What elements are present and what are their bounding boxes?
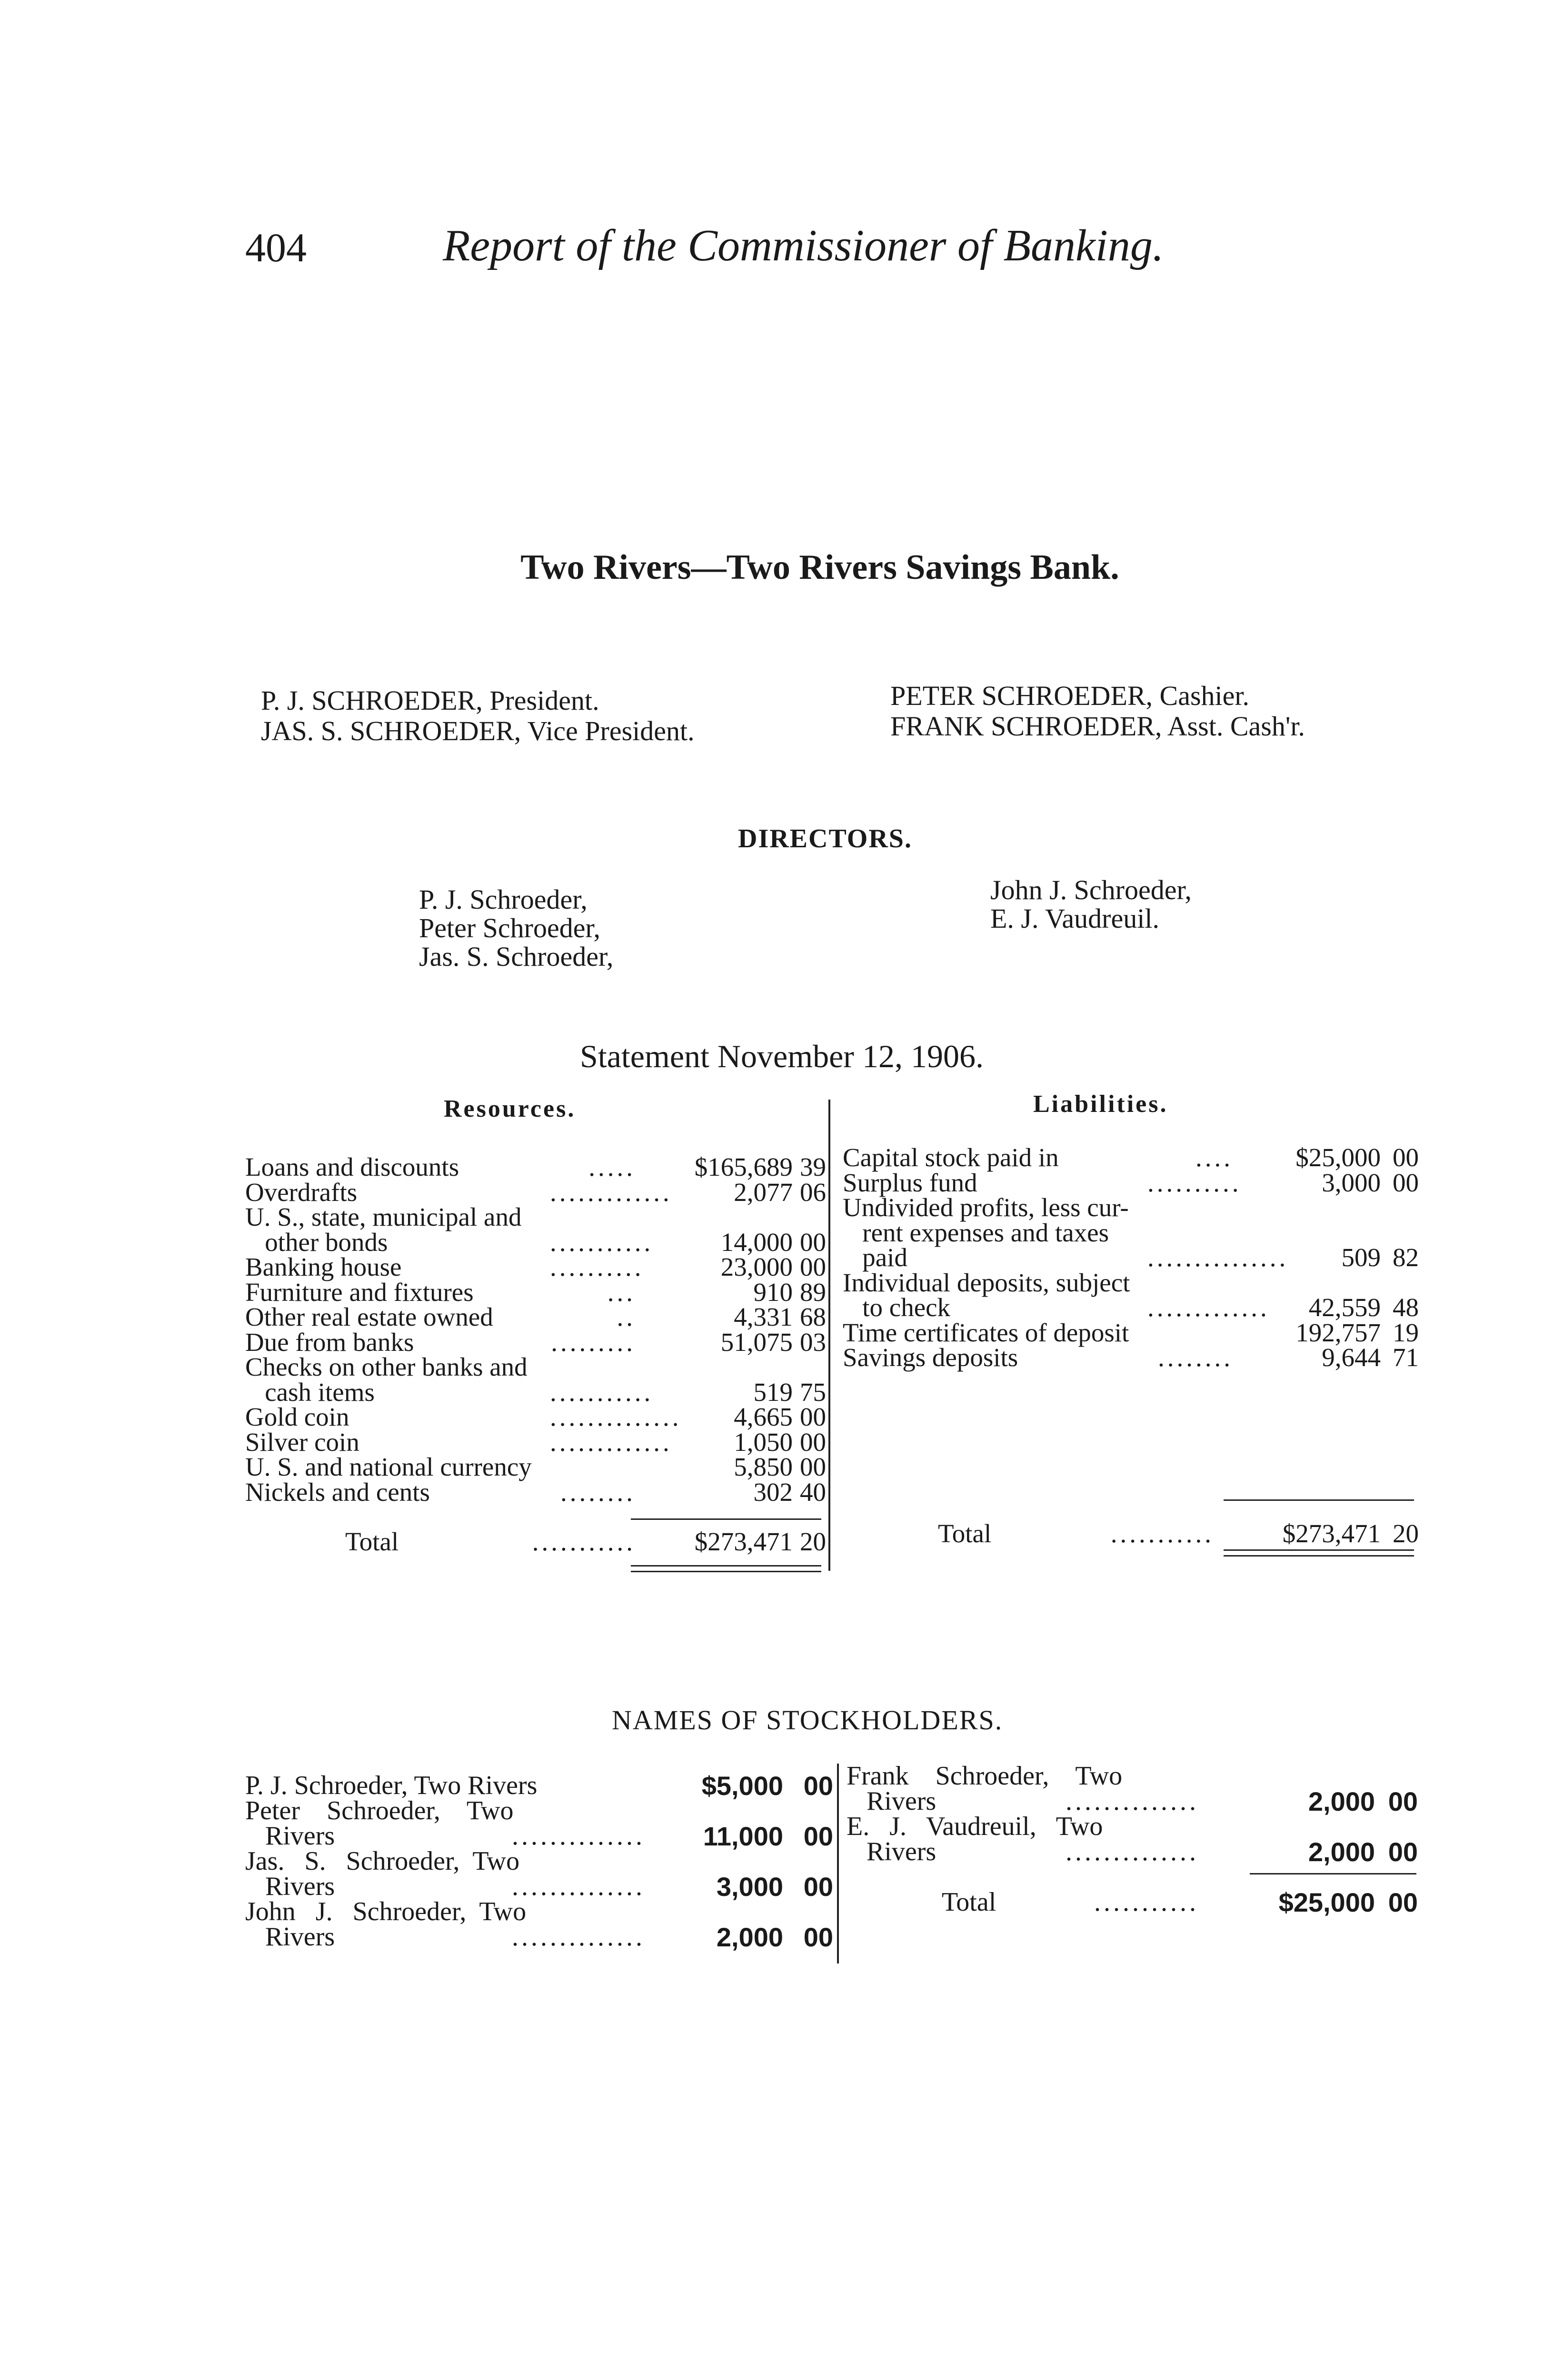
ledger-row — [843, 1220, 1419, 1245]
cents-amount: 20 — [1393, 1519, 1419, 1548]
row-label: Surplus fund — [843, 1168, 977, 1197]
ledger-row — [843, 1521, 1419, 1546]
row-label: paid — [843, 1243, 907, 1272]
director-name: E. J. Vaudreuil. — [990, 903, 1159, 934]
dollar-amount: 509 — [1341, 1243, 1381, 1272]
cents-amount: 48 — [1393, 1293, 1419, 1322]
leader-dots: .... — [1195, 1143, 1233, 1172]
row-label: U. S., state, municipal and — [245, 1202, 522, 1231]
ledger-row — [245, 1304, 826, 1329]
stockholders-heading: NAMES OF STOCKHOLDERS. — [612, 1705, 1003, 1735]
row-label: Rivers — [245, 1872, 335, 1901]
bank-title: Two Rivers—Two Rivers Savings Bank. — [520, 548, 1119, 587]
officer-president: P. J. SCHROEDER, President. — [261, 685, 599, 716]
row-label: Peter Schroeder, Two — [245, 1796, 514, 1825]
dollar-amount: 192,757 — [1295, 1318, 1381, 1347]
dollar-amount: 2,000 — [1308, 1837, 1375, 1867]
row-label: Frank Schroeder, Two — [847, 1761, 1123, 1791]
director-name: Peter Schroeder, — [419, 912, 600, 943]
dollar-amount: 11,000 — [703, 1821, 783, 1851]
leader-dots: ... — [607, 1277, 636, 1307]
cents-amount: 19 — [1393, 1318, 1419, 1347]
row-label: U. S. and national currency — [245, 1452, 532, 1481]
leader-dots: ..... — [588, 1152, 636, 1181]
dollar-amount: 2,077 — [734, 1177, 793, 1207]
leader-dots: .. — [617, 1302, 636, 1331]
dollar-amount: 302 — [753, 1477, 793, 1507]
row-label: Rivers — [245, 1821, 335, 1851]
liabilities-heading: Liabilities. — [1033, 1091, 1168, 1118]
dollar-amount: 4,331 — [734, 1302, 793, 1331]
ledger-row — [847, 1786, 1418, 1816]
cents-amount: 71 — [1393, 1343, 1419, 1372]
ledger-row — [245, 1429, 826, 1455]
directors-heading: DIRECTORS. — [738, 824, 912, 853]
leader-dots: ............. — [1147, 1293, 1270, 1322]
leader-dots: ......... — [551, 1327, 636, 1357]
dollar-amount: 5,850 — [734, 1452, 793, 1481]
liabilities-total-double-rule — [1224, 1555, 1414, 1557]
ledger-row — [245, 1279, 826, 1305]
leader-dots: .............. — [512, 1821, 645, 1851]
leader-dots: .............. — [512, 1872, 645, 1901]
leader-dots: ........... — [550, 1377, 654, 1407]
ledger-row — [843, 1170, 1419, 1195]
cents-amount: 00 — [803, 1771, 833, 1801]
dollar-amount: 2,000 — [716, 1922, 783, 1952]
row-label: Total — [938, 1519, 992, 1548]
dollar-amount: 9,644 — [1322, 1343, 1381, 1372]
director-name: John J. Schroeder, — [990, 874, 1192, 905]
stockholders-total-rule — [1250, 1873, 1416, 1874]
row-label: Loans and discounts — [245, 1152, 459, 1181]
leader-dots: .............. — [1066, 1837, 1199, 1866]
statement-title: Statement November 12, 1906. — [580, 1038, 984, 1074]
row-label: Gold coin — [245, 1402, 349, 1431]
cents-amount: 00 — [1388, 1887, 1418, 1917]
ledger-row — [843, 1345, 1419, 1370]
ledger-row — [245, 1846, 833, 1876]
directors-left — [419, 885, 613, 971]
cents-amount: 00 — [1388, 1786, 1418, 1816]
ledger-row — [245, 1204, 826, 1230]
cents-amount: 82 — [1393, 1243, 1419, 1272]
dollar-amount: 2,000 — [1308, 1786, 1375, 1816]
row-label: E. J. Vaudreuil, Two — [847, 1812, 1103, 1841]
row-label: Banking house — [245, 1252, 402, 1281]
cents-amount: 00 — [800, 1452, 826, 1481]
cents-amount: 00 — [1393, 1168, 1419, 1197]
directors-right — [990, 876, 1192, 933]
running-title: Report of the Commissioner of Banking. — [443, 221, 1164, 270]
row-label: Total — [942, 1887, 996, 1917]
cents-amount: 06 — [800, 1177, 826, 1207]
officer-asst-cashier: FRANK SCHROEDER, Asst. Cash'r. — [890, 711, 1305, 742]
ledger-row — [245, 1872, 833, 1902]
dollar-amount: 519 — [753, 1377, 793, 1407]
cents-amount: 00 — [1388, 1837, 1418, 1867]
dollar-amount: 14,000 — [720, 1227, 793, 1257]
leader-dots: .............. — [550, 1402, 682, 1431]
row-label: Total — [345, 1527, 399, 1556]
cents-amount: 00 — [800, 1227, 826, 1257]
ledger-row — [245, 1379, 826, 1405]
ledger-row — [843, 1145, 1419, 1170]
ledger-row — [245, 1529, 826, 1554]
ledger-row — [843, 1320, 1419, 1345]
ledger-row — [847, 1814, 1418, 1839]
ledger-row — [245, 1329, 826, 1355]
row-label: Savings deposits — [843, 1343, 1018, 1372]
row-label: Silver coin — [245, 1427, 359, 1457]
ledger-row — [245, 1227, 826, 1257]
leader-dots: ........... — [532, 1527, 636, 1556]
dollar-amount: 4,665 — [734, 1402, 793, 1431]
ledger-row — [245, 1354, 826, 1379]
liabilities-total-rule — [1224, 1499, 1414, 1501]
ledger-row — [245, 1821, 833, 1851]
cents-amount: 00 — [1393, 1143, 1419, 1172]
dollar-amount: $25,000 — [1295, 1143, 1381, 1172]
row-label: cash items — [245, 1377, 375, 1407]
row-label: rent expenses and taxes — [843, 1218, 1109, 1247]
dollar-amount: 23,000 — [720, 1252, 793, 1281]
dollar-amount: 1,050 — [734, 1427, 793, 1457]
dollar-amount: $165,689 — [694, 1152, 793, 1181]
row-label: Other real estate owned — [245, 1302, 493, 1331]
officers-left — [261, 685, 695, 746]
ledger-row — [245, 1404, 826, 1429]
cents-amount: 00 — [800, 1427, 826, 1457]
dollar-amount: $273,471 — [1282, 1519, 1381, 1548]
ledger-row — [843, 1295, 1419, 1320]
row-label: Checks on other banks and — [245, 1352, 528, 1381]
cents-amount: 68 — [800, 1302, 826, 1331]
resources-heading: Resources. — [444, 1095, 576, 1122]
page-number: 404 — [245, 225, 307, 270]
dollar-amount: $5,000 — [701, 1771, 783, 1801]
dollar-amount: 910 — [753, 1277, 793, 1307]
leader-dots: .......... — [550, 1252, 644, 1281]
row-label: P. J. Schroeder, Two Rivers — [245, 1771, 538, 1800]
ledger-row — [847, 1837, 1418, 1867]
ledger-row — [245, 1899, 833, 1924]
ledger-row — [245, 1254, 826, 1279]
ledger-row — [843, 1195, 1419, 1220]
leader-dots: ........... — [550, 1227, 654, 1257]
ledger-row — [245, 1177, 826, 1207]
liabilities-total-double-rule — [1224, 1549, 1414, 1551]
leader-dots: ........... — [1094, 1887, 1199, 1917]
ledger-row — [245, 1454, 826, 1479]
leader-dots: ............. — [550, 1177, 672, 1207]
cents-amount: 39 — [800, 1152, 826, 1181]
dollar-amount: 3,000 — [1322, 1168, 1381, 1197]
officer-cashier: PETER SCHROEDER, Cashier. — [890, 680, 1250, 711]
officer-vice-president: JAS. S. SCHROEDER, Vice President. — [261, 715, 695, 746]
row-label: Time certificates of deposit — [843, 1318, 1129, 1347]
cents-amount: 20 — [800, 1527, 826, 1556]
ledger-row — [245, 1771, 833, 1801]
row-label: to check — [843, 1293, 951, 1322]
row-label: Rivers — [245, 1922, 335, 1952]
resources-total-double-rule — [631, 1571, 821, 1572]
column-divider — [828, 1100, 830, 1571]
ledger-row — [847, 1761, 1418, 1791]
ledger-row — [843, 1270, 1419, 1295]
stockholders-divider — [837, 1764, 839, 1964]
cents-amount: 03 — [800, 1327, 826, 1357]
resources-total-double-rule — [631, 1565, 821, 1567]
row-label: Nickels and cents — [245, 1477, 430, 1507]
leader-dots: ............... — [1147, 1243, 1289, 1272]
dollar-amount: 42,559 — [1308, 1293, 1381, 1322]
officers-right — [890, 681, 1305, 742]
cents-amount: 89 — [800, 1277, 826, 1307]
ledger-row — [245, 1924, 833, 1950]
ledger-row — [245, 1479, 826, 1505]
cents-amount: 40 — [800, 1477, 826, 1507]
row-label: Rivers — [847, 1837, 936, 1866]
leader-dots: ........... — [1110, 1519, 1214, 1548]
leader-dots: .............. — [1066, 1786, 1199, 1816]
row-label: Individual deposits, subject — [843, 1268, 1130, 1297]
dollar-amount: $25,000 — [1278, 1887, 1375, 1917]
cents-amount: 00 — [803, 1872, 833, 1902]
ledger-row — [245, 1798, 833, 1824]
cents-amount: 75 — [800, 1377, 826, 1407]
leader-dots: .............. — [512, 1922, 645, 1952]
leader-dots: .......... — [1147, 1168, 1242, 1197]
row-label: Rivers — [847, 1786, 936, 1816]
row-label: Due from banks — [245, 1327, 414, 1357]
ledger-row — [843, 1245, 1419, 1270]
row-label: Capital stock paid in — [843, 1143, 1059, 1172]
leader-dots: ........ — [1158, 1343, 1233, 1372]
leader-dots: ........ — [560, 1477, 636, 1507]
director-name: Jas. S. Schroeder, — [419, 941, 614, 972]
row-label: Furniture and fixtures — [245, 1277, 474, 1307]
row-label: John J. Schroeder, Two — [245, 1897, 527, 1926]
dollar-amount: 3,000 — [716, 1872, 783, 1902]
leader-dots: ............. — [550, 1427, 672, 1457]
cents-amount: 00 — [800, 1402, 826, 1431]
cents-amount: 00 — [800, 1252, 826, 1281]
director-name: P. J. Schroeder, — [419, 884, 588, 915]
dollar-amount: 51,075 — [720, 1327, 793, 1357]
row-label: Jas. S. Schroeder, Two — [245, 1846, 520, 1876]
ledger-row — [245, 1154, 826, 1180]
row-label: Undivided profits, less cur- — [843, 1193, 1129, 1222]
ledger-row — [847, 1887, 1418, 1917]
cents-amount: 00 — [803, 1821, 833, 1851]
cents-amount: 00 — [803, 1922, 833, 1952]
resources-total-rule — [631, 1518, 821, 1520]
row-label: Overdrafts — [245, 1177, 358, 1207]
dollar-amount: $273,471 — [694, 1527, 793, 1556]
row-label: other bonds — [245, 1227, 388, 1257]
